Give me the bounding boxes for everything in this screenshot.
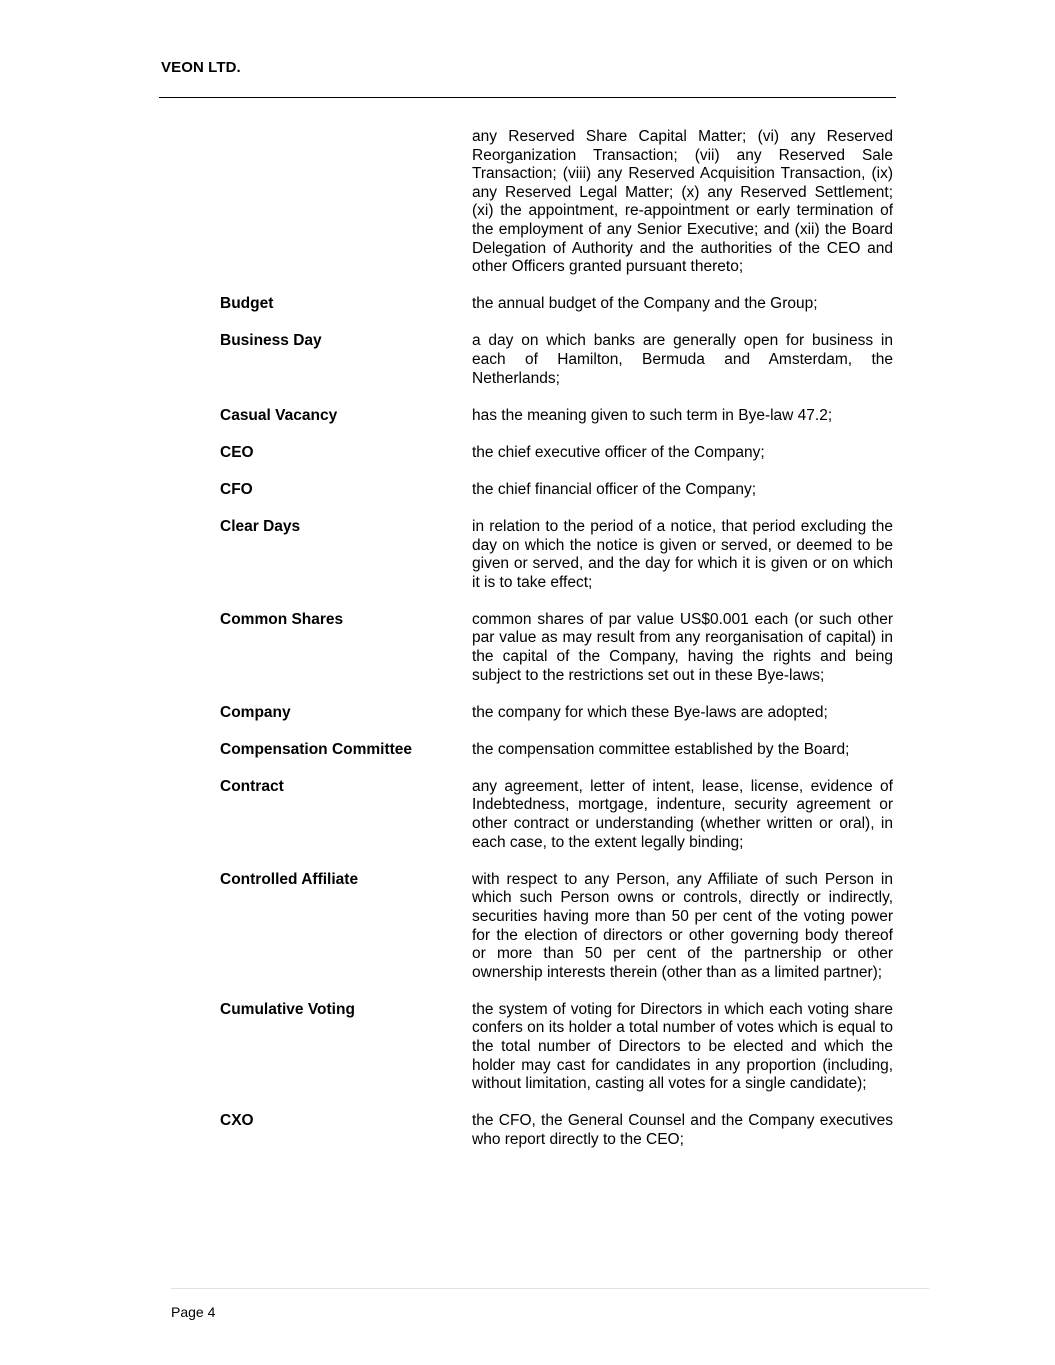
definition-term: Cumulative Voting [220,1000,355,1018]
page-number: Page 4 [171,1304,216,1320]
definition-meaning: in relation to the period of a notice, that period excluding the day on which the notice is given or served, or deemed to be given or served, and the day for which it is given or on which it is to take effect; [472,517,893,591]
definition-row [220,518,894,592]
definitions-list [220,128,894,1149]
definition-meaning: the CFO, the General Counsel and the Company executives who report directly to the CEO; [472,1112,893,1148]
definition-meaning: the company for which these Bye-laws are adopted; [472,703,828,721]
definition-row [220,295,894,314]
definition-meaning: the chief financial officer of the Company; [472,480,757,498]
definition-row [220,1112,894,1149]
definition-term: CEO [220,443,254,461]
definition-row [220,741,894,760]
definition-row [220,444,894,463]
definition-meaning: has the meaning given to such term in Bye-law 47.2; [472,406,833,424]
definition-term: Common Shares [220,610,344,628]
definition-term: Budget [220,295,274,313]
definition-row [220,871,894,983]
definition-term: Casual Vacancy [220,406,338,424]
footer-divider [171,1288,929,1289]
definition-row [220,481,894,500]
definition-row [220,611,894,685]
definition-meaning: common shares of par value US$0.001 each (or such other par value as may result from any reorganisation of capital) in the capital of the Company, having the rights and being subject to the restrictions set out in these Bye-laws; [472,610,893,684]
definition-row [220,1001,894,1094]
definition-row [220,332,894,388]
header-divider [159,97,896,98]
definition-term: CFO [220,480,253,498]
definition-meaning: the system of voting for Directors in which each voting share confers on its holder a total number of votes which is equal to the total number of Directors to be elected and which the holder may cast for candidates in any proportion (including, without limitation, casting all votes for a single candidate); [472,1000,893,1093]
definition-term: Controlled Affiliate [220,870,359,888]
company-header-title: VEON LTD. [161,59,241,76]
definition-meaning: the annual budget of the Company and the Group; [472,295,818,313]
definition-meaning: the compensation committee established by the Board; [472,740,850,758]
definition-row [220,128,894,277]
definition-term: Compensation Committee [220,740,413,758]
definition-row [220,407,894,426]
definition-meaning: the chief executive officer of the Company; [472,443,765,461]
definition-term: Business Day [220,332,322,350]
definition-meaning: any agreement, letter of intent, lease, license, evidence of Indebtedness, mortgage, indenture, security agreement or other contract or understanding (whether written or oral), in each case, to the extent legally binding; [472,777,893,851]
definition-term: Clear Days [220,517,301,535]
definition-row [220,778,894,852]
definition-term: Contract [220,777,284,795]
definition-meaning: with respect to any Person, any Affiliate of such Person in which such Person owns or controls, directly or indirectly, securities having more than 50 per cent of the voting power for the election of directors or other governing body thereof or more than 50 per cent of the partnership or other ownership interests therein (other than as a limited partner); [472,870,893,981]
definition-row [220,704,894,723]
definition-term: CXO [220,1112,254,1130]
definition-meaning: any Reserved Share Capital Matter; (vi) any Reserved Reorganization Transaction; (vii) any Reserved Sale Transaction; (viii) any Reserved Acquisition Transaction, (ix) any Reserved Legal Matter; (x) any Reserved Settlement; (xi) the appointment, re-appointment or early termination of the employment of any Senior Executive; and (xii) the Board Delegation of Authority and the authorities of the CEO and other Officers granted pursuant thereto; [472,128,893,276]
definition-meaning: a day on which banks are generally open for business in each of Hamilton, Bermuda and Amsterdam, the Netherlands; [472,332,893,387]
definition-term: Company [220,703,291,721]
